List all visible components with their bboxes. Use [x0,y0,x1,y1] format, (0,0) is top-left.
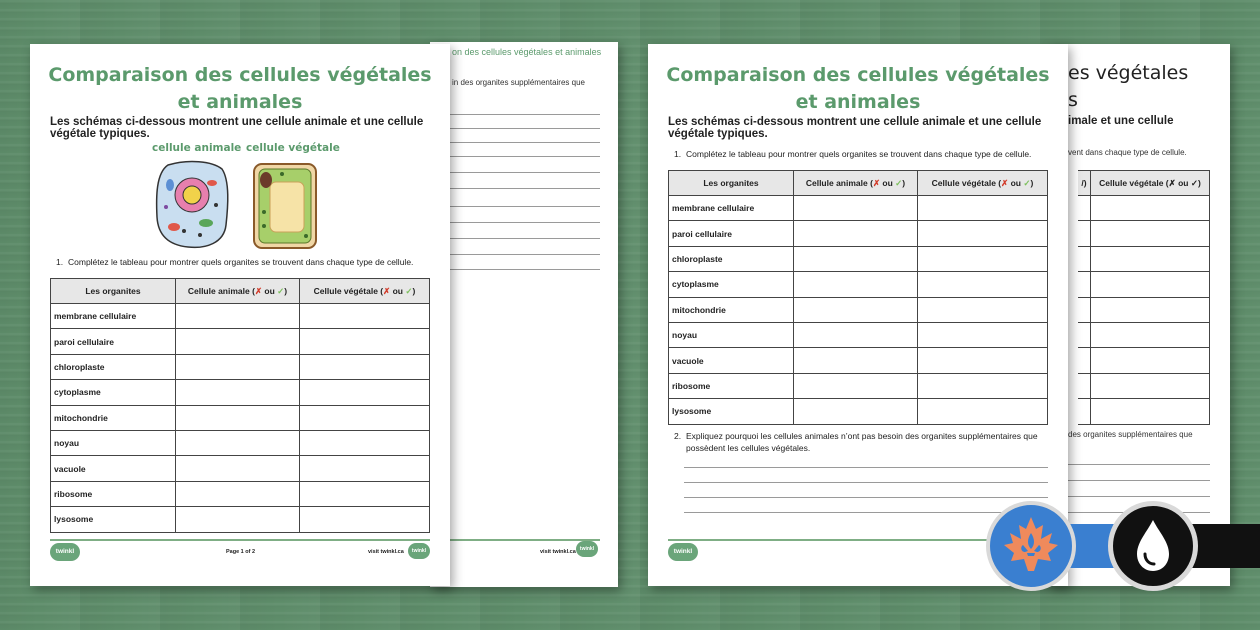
question-2: 2. Expliquez pourquoi les cellules animales n’ont pas besoin des organites supplémentaires que possèdent les cellules végétales. [674,431,1038,453]
col-header-organelles: Les organites [51,279,176,304]
ink-badge [1108,501,1198,591]
answer-cell[interactable] [300,380,430,405]
page-title: Comparaison des cellules végétales et animales [666,64,1050,113]
answer-cell[interactable] [918,399,1048,424]
animal-cell-caption: cellule animale [152,142,242,154]
answer-cell[interactable] [794,373,918,398]
back-right-intro: imale et une cellule [1068,115,1174,127]
page-number: Page 1 of 2 [226,549,256,555]
table-row: paroi cellulaire [51,329,430,354]
answer-cell[interactable] [300,329,430,354]
table-row: vacuole [669,348,1048,373]
answer-cell[interactable] [794,297,918,322]
answer-cell[interactable] [176,456,300,481]
answer-cell[interactable] [918,272,1048,297]
col-header-animal: Cellule animale (✗ ou ✓) [176,279,300,304]
table-row: membrane cellulaire [669,196,1048,221]
answer-line[interactable] [684,482,1048,483]
twinkl-badge: twinkl [408,543,430,559]
maple-leaf-badge [986,501,1076,591]
worksheet-page-left [30,44,450,586]
answer-line[interactable] [684,497,1048,498]
table-row: mitochondrie [51,405,430,430]
answer-cell[interactable] [300,481,430,506]
answer-cell[interactable] [176,405,300,430]
answer-cell[interactable] [794,272,918,297]
question-1: 1. Complétez le tableau pour montrer quels organites se trouvent dans chaque type de cellule. [56,257,414,267]
twinkl-logo: twinkl [668,543,698,561]
back-right-title-1: es végétales [1068,62,1189,84]
answer-cell[interactable] [918,373,1048,398]
answer-cell[interactable] [918,246,1048,271]
animal-cell-diagram [154,159,230,251]
answer-line[interactable] [684,467,1048,468]
table-row: lysosome [51,507,430,532]
twinkl-logo: twinkl [50,543,80,561]
table-row: cytoplasme [669,272,1048,297]
table-row: mitochondrie [669,297,1048,322]
answer-cell[interactable] [918,221,1048,246]
col-header-animal: Cellule animale (✗ ou ✓) [794,171,918,196]
back-left-visit: visit twinkl.ca [540,549,576,555]
answer-cell[interactable] [300,354,430,379]
answer-cell[interactable] [176,354,300,379]
answer-cell[interactable] [794,348,918,373]
answer-cell[interactable] [794,399,918,424]
intro-text: Les schémas ci-dessous montrent une cellule animale et une cellule végétale typiques. [668,116,1042,140]
page-title: Comparaison des cellules végétales et animales [48,64,432,113]
col-header-plant: Cellule végétale (✗ ou ✓) [918,171,1048,196]
answer-cell[interactable] [176,380,300,405]
back-left-twinkl-logo: twinkl [576,541,598,557]
answer-cell[interactable] [176,430,300,455]
answer-cell[interactable] [918,322,1048,347]
maple-leaf-fleur-de-lis-icon [990,505,1072,587]
answer-cell[interactable] [794,322,918,347]
table-row: noyau [51,430,430,455]
intro-text: Les schémas ci-dessous montrent une cellule animale et une cellule végétale typiques. [50,116,424,140]
answer-cell[interactable] [300,456,430,481]
answer-cell[interactable] [918,297,1048,322]
back-sheet-right: es végétales s imale et une cellule vent dans chaque type de cellule. /) Cellule végétale (✗ ou ✓) des organites supplémentaires que [1048,44,1230,586]
back-sheet-left [430,42,618,587]
table-row: cytoplasme [51,380,430,405]
col-header-plant: Cellule végétale (✗ ou ✓) [300,279,430,304]
table-row: chloroplaste [669,246,1048,271]
back-right-title-2: s [1068,89,1078,111]
question-1: 1. Complétez le tableau pour montrer quels organites se trouvent dans chaque type de cellule. [674,149,1032,159]
organelle-table [668,170,1048,425]
col-header-organelles: Les organites [669,171,794,196]
table-row: lysosome [669,399,1048,424]
back-sheet-left-header: on des cellules végétales et animales [452,47,602,57]
answer-cell[interactable] [794,196,918,221]
answer-cell[interactable] [794,246,918,271]
answer-cell[interactable] [176,507,300,532]
back-right-q1: vent dans chaque type de cellule. [1068,148,1187,157]
answer-cell[interactable] [176,481,300,506]
back-right-q2: des organites supplémentaires que [1068,430,1193,439]
table-row: noyau [669,322,1048,347]
back-sheet-left-question: in des organites supplémentaires que [452,78,585,87]
answer-cell[interactable] [300,304,430,329]
answer-cell[interactable] [300,430,430,455]
answer-cell[interactable] [794,221,918,246]
answer-cell[interactable] [300,507,430,532]
table-row: ribosome [51,481,430,506]
table-row: vacuole [51,456,430,481]
table-row: chloroplaste [51,354,430,379]
answer-cell[interactable] [176,304,300,329]
organelle-table [50,278,430,533]
table-row: ribosome [669,373,1048,398]
visit-link[interactable]: visit twinkl.ca [368,549,404,555]
answer-cell[interactable] [176,329,300,354]
plant-cell-caption: cellule végétale [246,142,340,154]
answer-cell[interactable] [918,348,1048,373]
table-row: paroi cellulaire [669,221,1048,246]
table-row: membrane cellulaire [51,304,430,329]
answer-cell[interactable] [918,196,1048,221]
answer-cell[interactable] [300,405,430,430]
ink-drop-icon [1113,506,1193,586]
plant-cell-diagram [252,162,318,250]
